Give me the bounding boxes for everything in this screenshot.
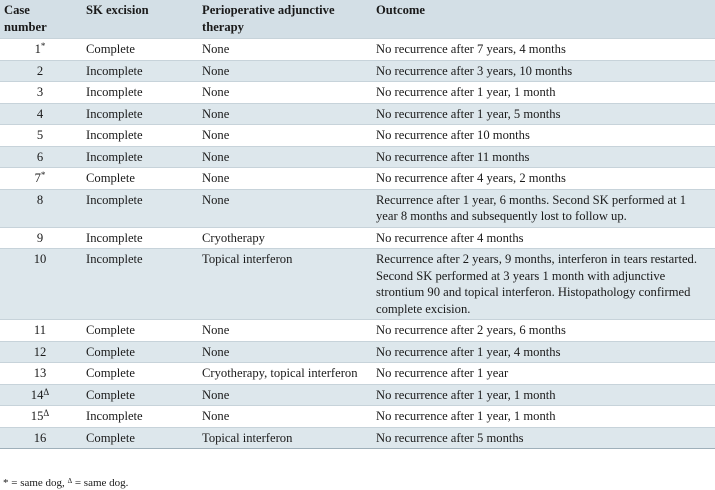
- header-case-line2: number: [4, 19, 47, 34]
- cell-adjunctive-therapy: None: [196, 103, 370, 125]
- table-row: [0, 249, 715, 320]
- case-number-value: 3: [36, 85, 44, 99]
- header-sk-excision: SK excision: [86, 3, 149, 17]
- cell-sk-excision: Complete: [80, 363, 196, 385]
- table-row: [0, 168, 715, 190]
- footnote-star: * = same dog,: [3, 477, 65, 489]
- cell-adjunctive-therapy: Cryotherapy, topical interferon: [196, 363, 370, 385]
- header-outcome: Outcome: [376, 3, 425, 17]
- case-mark: *: [40, 170, 46, 180]
- case-number-value: 9: [36, 230, 44, 245]
- cell-outcome: No recurrence after 3 years, 10 months: [370, 60, 715, 82]
- case-number-value: 4: [36, 106, 44, 121]
- table-row: [0, 103, 715, 125]
- cell-case-number: [0, 60, 80, 82]
- cell-adjunctive-therapy: None: [196, 82, 370, 104]
- cell-sk-excision: Incomplete: [80, 189, 196, 227]
- cell-adjunctive-therapy: None: [196, 39, 370, 61]
- cell-case-number: [0, 341, 80, 363]
- header-case-line1: Case: [4, 3, 30, 17]
- cell-case-number: [0, 406, 80, 428]
- cell-case-number: [0, 249, 80, 320]
- cell-outcome: No recurrence after 1 year: [370, 363, 715, 385]
- cell-outcome: No recurrence after 1 year, 1 month: [370, 406, 715, 428]
- cell-outcome: No recurrence after 11 months: [370, 146, 715, 168]
- cell-case-number: [0, 427, 80, 449]
- cell-sk-excision: Complete: [80, 320, 196, 342]
- case-number-value: 5: [36, 128, 44, 142]
- case-number-value: 8: [36, 192, 44, 207]
- case-number-value: 15: [30, 409, 44, 423]
- cell-outcome: No recurrence after 4 years, 2 months: [370, 168, 715, 190]
- table-row: [0, 189, 715, 227]
- header-therapy-line1: Perioperative adjunctive: [202, 3, 335, 17]
- cell-adjunctive-therapy: None: [196, 189, 370, 227]
- table-row: [0, 227, 715, 249]
- case-number-value: 16: [33, 430, 47, 445]
- cell-case-number: [0, 189, 80, 227]
- cell-outcome: No recurrence after 2 years, 6 months: [370, 320, 715, 342]
- cell-case-number: [0, 39, 80, 61]
- case-number-value: 7: [34, 171, 41, 185]
- case-number-value: 14: [30, 387, 44, 402]
- cell-adjunctive-therapy: None: [196, 341, 370, 363]
- cell-case-number: [0, 320, 80, 342]
- case-mark: Δ: [43, 386, 50, 397]
- cell-adjunctive-therapy: None: [196, 320, 370, 342]
- cell-case-number: [0, 103, 80, 125]
- case-mark: Δ: [43, 408, 50, 418]
- cell-case-number: [0, 168, 80, 190]
- table-row: [0, 320, 715, 342]
- table-row: [0, 125, 715, 147]
- cell-outcome: No recurrence after 1 year, 5 months: [370, 103, 715, 125]
- table-footnote: [3, 477, 128, 490]
- cell-case-number: [0, 227, 80, 249]
- cell-outcome: No recurrence after 10 months: [370, 125, 715, 147]
- cell-sk-excision: Complete: [80, 341, 196, 363]
- table-row: [0, 406, 715, 428]
- cell-case-number: [0, 125, 80, 147]
- cell-outcome: No recurrence after 1 year, 1 month: [370, 384, 715, 406]
- cell-adjunctive-therapy: None: [196, 60, 370, 82]
- table-row: [0, 363, 715, 385]
- table-row: [0, 427, 715, 449]
- cell-adjunctive-therapy: Cryotherapy: [196, 227, 370, 249]
- cell-adjunctive-therapy: Topical interferon: [196, 427, 370, 449]
- cell-adjunctive-therapy: None: [196, 168, 370, 190]
- cell-sk-excision: Complete: [80, 39, 196, 61]
- header-row: [0, 0, 715, 39]
- cell-sk-excision: Incomplete: [80, 146, 196, 168]
- cell-outcome: Recurrence after 2 years, 9 months, interferon in tears restarted. Second SK performed at 3 years 1 month with adjunctive strontium 90 and topical interferon. Histopathology confirmed complete excision.: [370, 249, 715, 320]
- cell-outcome: No recurrence after 1 year, 4 months: [370, 341, 715, 363]
- case-number-value: 13: [33, 366, 47, 380]
- case-number-value: 11: [33, 323, 47, 337]
- cell-sk-excision: Complete: [80, 168, 196, 190]
- footnote-delta-mark: Δ: [67, 477, 73, 485]
- table-row: [0, 384, 715, 406]
- cell-adjunctive-therapy: None: [196, 384, 370, 406]
- cell-outcome: No recurrence after 5 months: [370, 427, 715, 449]
- cell-sk-excision: Incomplete: [80, 249, 196, 320]
- cell-sk-excision: Incomplete: [80, 227, 196, 249]
- case-number-value: 12: [33, 344, 47, 359]
- cell-sk-excision: Incomplete: [80, 82, 196, 104]
- cell-adjunctive-therapy: None: [196, 125, 370, 147]
- cell-case-number: [0, 384, 80, 406]
- header-therapy-line2: therapy: [202, 19, 244, 34]
- table-row: [0, 82, 715, 104]
- cell-outcome: No recurrence after 1 year, 1 month: [370, 82, 715, 104]
- header-adjunctive-therapy: [196, 0, 370, 39]
- table-row: [0, 60, 715, 82]
- cell-sk-excision: Incomplete: [80, 60, 196, 82]
- cell-case-number: [0, 146, 80, 168]
- cell-sk-excision: Complete: [80, 427, 196, 449]
- cell-case-number: [0, 363, 80, 385]
- case-number-value: 2: [36, 63, 44, 78]
- table-row: [0, 146, 715, 168]
- case-number-value: 1: [34, 42, 41, 56]
- cell-sk-excision: Incomplete: [80, 103, 196, 125]
- case-number-value: 6: [36, 149, 44, 164]
- cell-adjunctive-therapy: None: [196, 406, 370, 428]
- cell-sk-excision: Complete: [80, 384, 196, 406]
- case-mark: *: [40, 41, 46, 51]
- case-number-value: 10: [33, 252, 47, 266]
- header-case-number: [0, 0, 80, 39]
- footnote-delta-text: = same dog.: [72, 477, 129, 489]
- table-row: [0, 39, 715, 61]
- cell-sk-excision: Incomplete: [80, 406, 196, 428]
- table-header: [0, 0, 715, 39]
- cell-adjunctive-therapy: None: [196, 146, 370, 168]
- cell-case-number: [0, 82, 80, 104]
- table-body: [0, 39, 715, 449]
- cell-sk-excision: Incomplete: [80, 125, 196, 147]
- cell-outcome: No recurrence after 7 years, 4 months: [370, 39, 715, 61]
- cell-adjunctive-therapy: Topical interferon: [196, 249, 370, 320]
- cell-outcome: No recurrence after 4 months: [370, 227, 715, 249]
- cell-outcome: Recurrence after 1 year, 6 months. Second SK performed at 1 year 8 months and subsequently lost to follow up.: [370, 189, 715, 227]
- table-row: [0, 341, 715, 363]
